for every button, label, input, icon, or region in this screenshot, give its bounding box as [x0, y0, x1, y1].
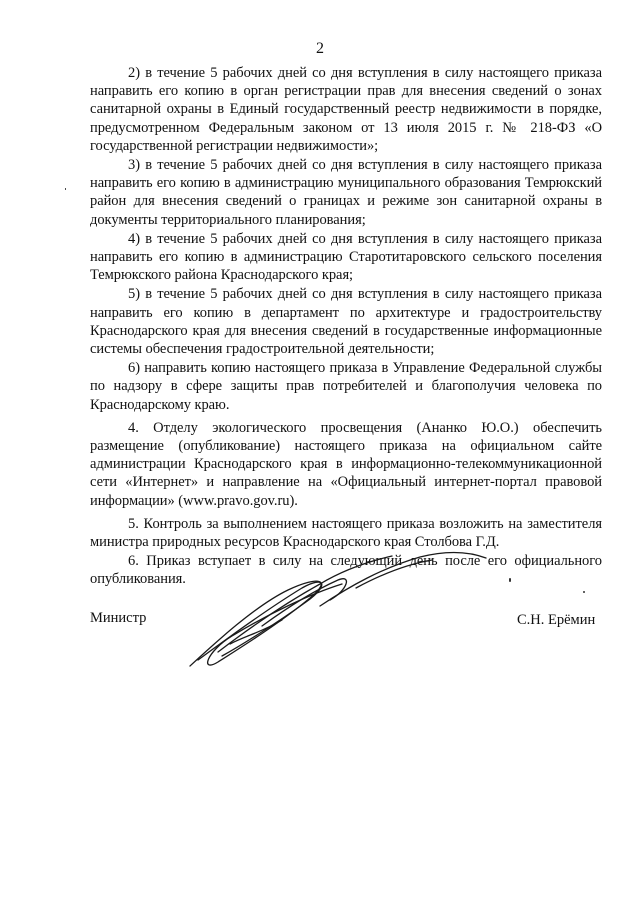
document-body	[90, 64, 602, 589]
signatory-title: Министр	[90, 610, 147, 626]
paragraph-item-2: 2) в течение 5 рабочих дней со дня вступления в силу настоящего приказа направить его копию в орган регистрации прав для внесения сведений о зонах санитарной охраны в Единый государственный реестр недвижимости в порядке, предусмотренном Федеральным законом от 13 июля 2015 г. № 218-ФЗ «О государственной регистрации недвижимости»;	[90, 65, 602, 154]
paragraph-item-4: 4) в течение 5 рабочих дней со дня вступления в силу настоящего приказа направить его копию в администрацию Старотитаровского сельского поселения Темрюкского района Краснодарского края;	[90, 230, 602, 284]
scan-mark	[65, 188, 66, 190]
paragraph-item-6: 6) направить копию настоящего приказа в Управление Федеральной службы по надзору в сфере защиты прав потребителей и благополучия человека по Краснодарскому краю.	[90, 360, 602, 413]
scan-mark	[583, 591, 585, 593]
paragraph-clause-4: 4. Отделу экологического просвещения (Ананко Ю.О.) обеспечить размещение (опубликование) настоящего приказа на официальном сайте администрации Краснодарского края в информационно-телекоммуникационной сети «Интернет» и направление на «Официальный интернет-портал правовой информации» (www.pravo.gov.ru).	[90, 419, 602, 509]
paragraph-item-5: 5) в течение 5 рабочих дней со дня вступления в силу настоящего приказа направить его копию в департамент по архитектуре и градостроительству Краснодарского края для внесения сведений в государственные информационные системы обеспечения градостроительной деятельности;	[90, 286, 602, 358]
signatory-name: С.Н. Ерёмин	[517, 612, 596, 628]
scan-mark	[509, 578, 511, 582]
paragraph-clause-6: 6. Приказ вступает в силу на следующий день после его официального опубликования.	[90, 553, 602, 588]
handwritten-signature	[170, 548, 490, 673]
page-number: 2	[316, 40, 324, 57]
paragraph-item-3: 3) в течение 5 рабочих дней со дня вступления в силу настоящего приказа направить его копию в администрацию муниципального образования Темрюкский район для внесения сведений о границах и режиме зон санитарной охраны в документы территориального планирования;	[90, 157, 602, 228]
paragraph-clause-5: 5. Контроль за выполнением настоящего приказа возложить на заместителя министра природных ресурсов Краснодарского края Столбова Г.Д.	[90, 515, 602, 551]
